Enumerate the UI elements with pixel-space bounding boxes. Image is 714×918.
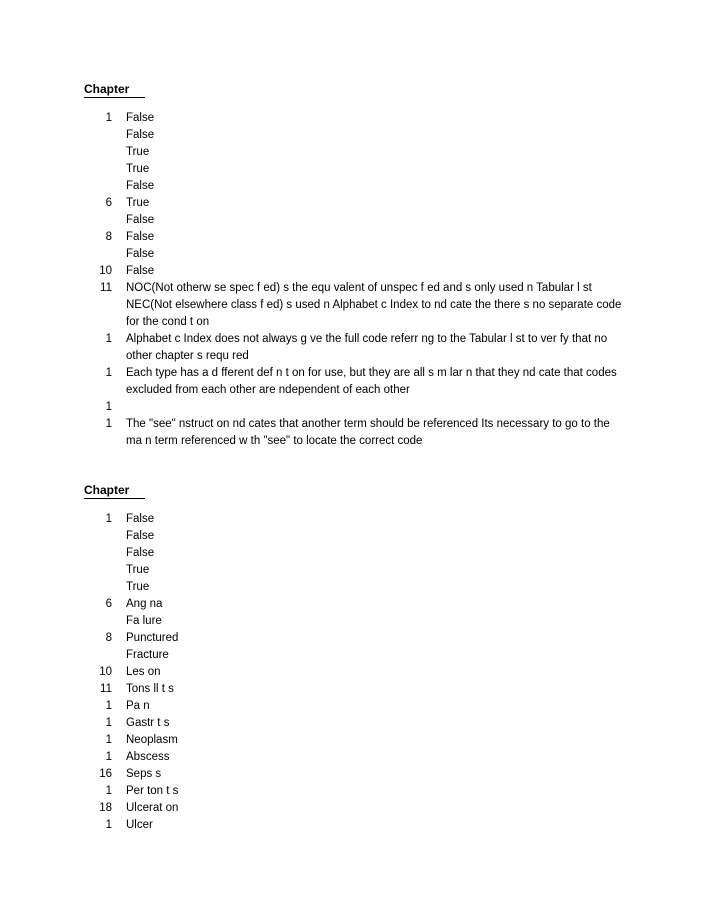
answer-text: Fracture <box>126 649 169 661</box>
answer-row <box>84 127 644 144</box>
question-number: 6 <box>105 598 112 610</box>
answer-row <box>84 399 644 416</box>
answer-text: True <box>126 564 150 576</box>
answer-row <box>84 562 644 579</box>
answer-row <box>84 800 644 817</box>
answer-row <box>84 195 644 212</box>
chapter-section-1 <box>84 82 644 450</box>
answer-text: Pa n <box>126 700 150 712</box>
answer-row <box>84 766 644 783</box>
question-number: 1 <box>105 401 112 413</box>
answer-row <box>84 246 644 263</box>
answer-row <box>84 732 644 749</box>
question-number: 1 <box>105 734 112 746</box>
answer-text: False <box>126 265 155 277</box>
question-number: 11 <box>100 282 112 294</box>
answer-text: False <box>126 214 155 226</box>
question-number: 11 <box>100 683 112 695</box>
answer-row <box>84 545 644 562</box>
answer-text: Per ton t s <box>126 785 179 797</box>
answer-row <box>84 647 644 664</box>
answer-row <box>84 749 644 766</box>
answer-text: False <box>126 513 155 525</box>
answer-text: True <box>126 197 150 209</box>
question-number: 1 <box>105 819 112 831</box>
answer-text: True <box>126 146 150 158</box>
chapter-section-2 <box>84 483 644 834</box>
answer-list <box>84 110 644 450</box>
answer-text: Neoplasm <box>126 734 178 746</box>
answer-text: Les on <box>126 666 161 678</box>
question-number: 1 <box>105 513 112 525</box>
answer-row <box>84 681 644 698</box>
answer-row <box>84 229 644 246</box>
answer-row <box>84 263 644 280</box>
answer-text: Tons ll t s <box>126 683 174 695</box>
answer-text: NOC(Not otherw se spec f ed) s the equ valent of unspec f ed and s only used n Tabular l st NEC(Not elsewhere class f ed) s used n Alphabet c Index to nd cate the there s no separate code for the cond t on <box>126 282 622 328</box>
answer-row <box>84 528 644 545</box>
question-number: 1 <box>105 717 112 729</box>
answer-row <box>84 212 644 229</box>
answer-row <box>84 416 644 450</box>
answer-text: Abscess <box>126 751 170 763</box>
answer-text: The "see" nstruct on nd cates that another term should be referenced Its necessary to go to the ma n term referenced w th "see" to locate the correct code <box>126 418 610 447</box>
answer-text: False <box>126 180 155 192</box>
answer-text: Each type has a d fferent def n t on for use, but they are all s m lar n that they nd cate that codes excluded from each other are ndependent of each other <box>126 367 617 396</box>
answer-text: Ulcer <box>126 819 153 831</box>
answer-text <box>126 399 626 416</box>
answer-row <box>84 715 644 732</box>
answer-text: True <box>126 163 150 175</box>
answer-text: Ang na <box>126 598 163 610</box>
answer-row <box>84 110 644 127</box>
answer-text: Gastr t s <box>126 717 170 729</box>
question-number: 16 <box>99 768 112 780</box>
question-number: 1 <box>105 112 112 124</box>
answer-row <box>84 511 644 528</box>
answer-text: False <box>126 129 155 141</box>
answer-text: True <box>126 581 150 593</box>
answer-text: False <box>126 231 155 243</box>
answer-row <box>84 161 644 178</box>
answer-text: Alphabet c Index does not always g ve the full code referr ng to the Tabular l st to ver fy that no other chapter s requ red <box>126 333 608 362</box>
answer-text: Seps s <box>126 768 162 780</box>
answer-row <box>84 698 644 715</box>
answer-row <box>84 630 644 647</box>
answer-text: False <box>126 547 155 559</box>
question-number: 10 <box>99 265 112 277</box>
answer-row <box>84 817 644 834</box>
answer-text: Ulcerat on <box>126 802 179 814</box>
answer-row <box>84 280 644 331</box>
question-number: 1 <box>105 333 112 345</box>
answer-row <box>84 178 644 195</box>
answer-row <box>84 331 644 365</box>
question-number: 1 <box>105 751 112 763</box>
answer-text: Punctured <box>126 632 179 644</box>
question-number: 8 <box>105 632 112 644</box>
question-number: 8 <box>105 231 112 243</box>
answer-row <box>84 783 644 800</box>
answer-text: False <box>126 530 155 542</box>
answer-row <box>84 365 644 399</box>
question-number: 6 <box>105 197 112 209</box>
question-number: 1 <box>105 700 112 712</box>
question-number: 1 <box>105 418 112 430</box>
answer-row <box>84 613 644 630</box>
question-number: 10 <box>99 666 112 678</box>
question-number: 1 <box>105 367 112 379</box>
answer-row <box>84 144 644 161</box>
chapter-heading: Chapter <box>84 82 145 98</box>
question-number: 1 <box>105 785 112 797</box>
chapter-heading: Chapter <box>84 483 145 499</box>
answer-row <box>84 664 644 681</box>
answer-text: Fa lure <box>126 615 162 627</box>
answer-row <box>84 596 644 613</box>
answer-list <box>84 511 644 834</box>
answer-text: False <box>126 248 155 260</box>
answer-row <box>84 579 644 596</box>
answer-text: False <box>126 112 155 124</box>
question-number: 18 <box>99 802 112 814</box>
